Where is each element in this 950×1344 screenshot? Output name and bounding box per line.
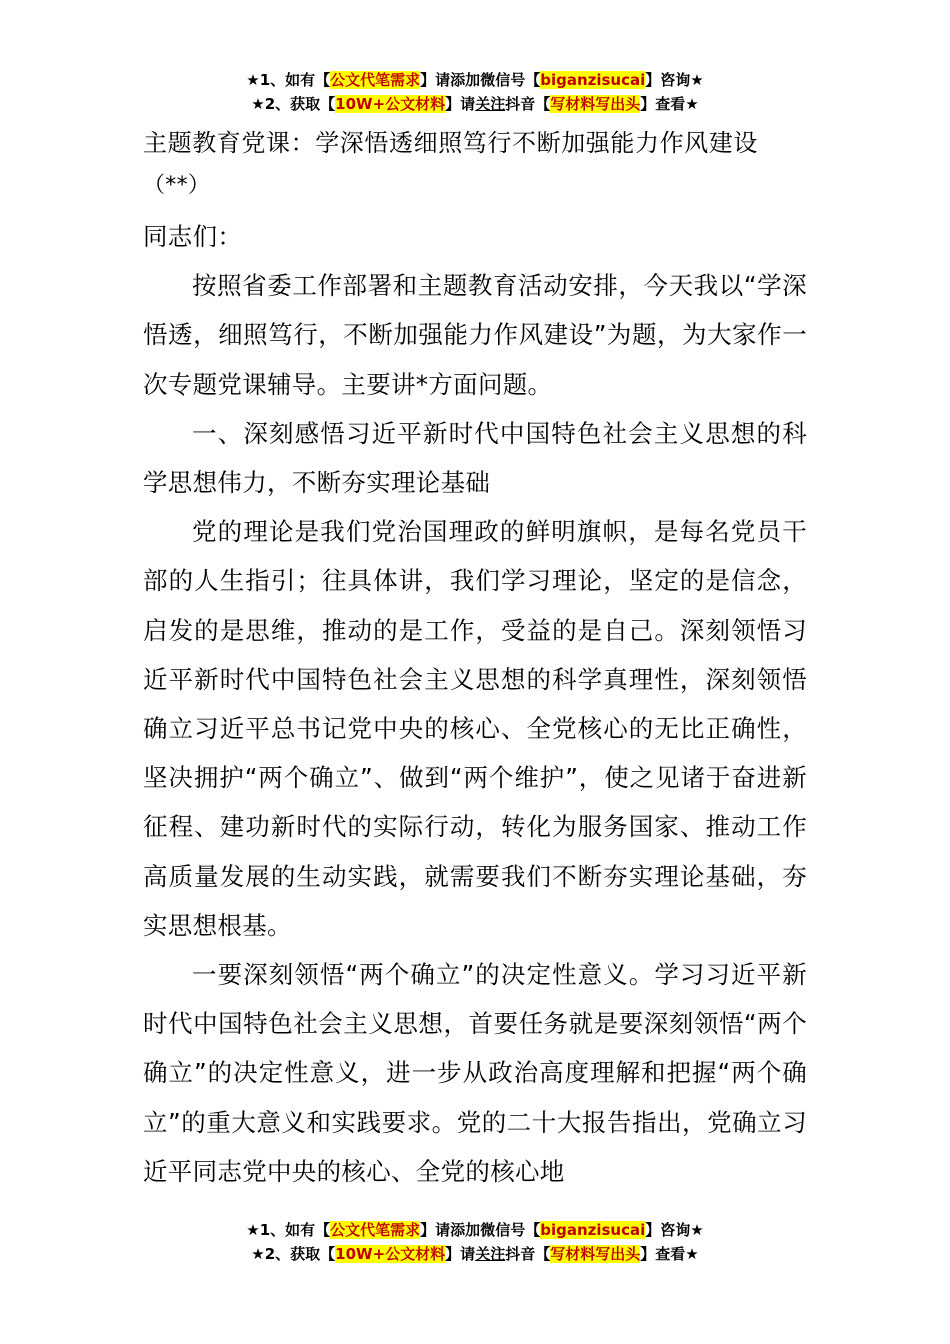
- banner-line-2: ★2、获取【10W+公文材料】请关注抖音【写材料写出头】查看★: [251, 1245, 699, 1263]
- salutation: 同志们：: [143, 222, 243, 251]
- banner-line-2: ★2、获取【10W+公文材料】请关注抖音【写材料写出头】查看★: [251, 95, 699, 113]
- highlight-douyin-id: 写材料写出头: [550, 95, 641, 113]
- document-subtitle: （**）: [143, 173, 211, 198]
- highlight-douyin-id: 写材料写出头: [550, 1245, 641, 1263]
- star-icon: ★: [246, 71, 260, 89]
- document-body: [143, 120, 807, 1196]
- banner-line-1: ★1、如有【公文代笔需求】请添加微信号【biganzisucai】咨询★: [246, 1221, 704, 1239]
- promo-banner-top: [0, 68, 950, 116]
- star-icon: ★: [246, 1221, 260, 1239]
- star-icon: ★: [251, 95, 265, 113]
- highlight-service: 公文代笔需求: [330, 71, 421, 89]
- highlight-wechat-id: biganzisucai: [540, 1221, 646, 1239]
- promo-banner-bottom: [0, 1218, 950, 1266]
- star-icon: ★: [690, 71, 704, 89]
- paragraph: 按照省委工作部署和主题教育活动安排，今天我以“学深悟透，细照笃行，不断加强能力作风建设”为题，为大家作一次专题党课辅导。主要讲*方面问题。: [143, 271, 807, 399]
- section-heading: 一、深刻感悟习近平新时代中国特色社会主义思想的科学思想伟力，不断夯实理论基础: [143, 418, 807, 498]
- highlight-wechat-id: biganzisucai: [540, 71, 646, 89]
- star-icon: ★: [685, 95, 699, 113]
- paragraph: 党的理论是我们党治国理政的鲜明旗帜，是每名党员干部的人生指引；往具体讲，我们学习理论，坚定的是信念，启发的是思维，推动的是工作，受益的是自己。深刻领悟习近平新时代中国特色社会主义思想的科学真理性，深刻领悟确立习近平总书记党中央的核心、全党核心的无比正确性，坚决拥护“两个确立”、做到“两个维护”，使之见诸于奋进新征程、建功新时代的实际行动，转化为服务国家、推动工作高质量发展的生动实践，就需要我们不断夯实理论基础，夯实思想根基。: [143, 517, 807, 940]
- star-icon: ★: [690, 1221, 704, 1239]
- banner-line-1: ★1、如有【公文代笔需求】请添加微信号【biganzisucai】咨询★: [246, 71, 704, 89]
- highlight-materials: 10W+公文材料: [335, 95, 446, 113]
- highlight-service: 公文代笔需求: [330, 1221, 421, 1239]
- document-title: 主题教育党课：学深悟透细照笃行不断加强能力作风建设: [143, 129, 758, 157]
- highlight-materials: 10W+公文材料: [335, 1245, 446, 1263]
- star-icon: ★: [251, 1245, 265, 1263]
- star-icon: ★: [685, 1245, 699, 1263]
- paragraph: 一要深刻领悟“两个确立”的决定性意义。学习习近平新时代中国特色社会主义思想，首要任务就是要深刻领悟“两个确立”的决定性意义，进一步从政治高度理解和把握“两个确立”的重大意义和实践要求。党的二十大报告指出，党确立习近平同志党中央的核心、全党的核心地: [143, 960, 807, 1186]
